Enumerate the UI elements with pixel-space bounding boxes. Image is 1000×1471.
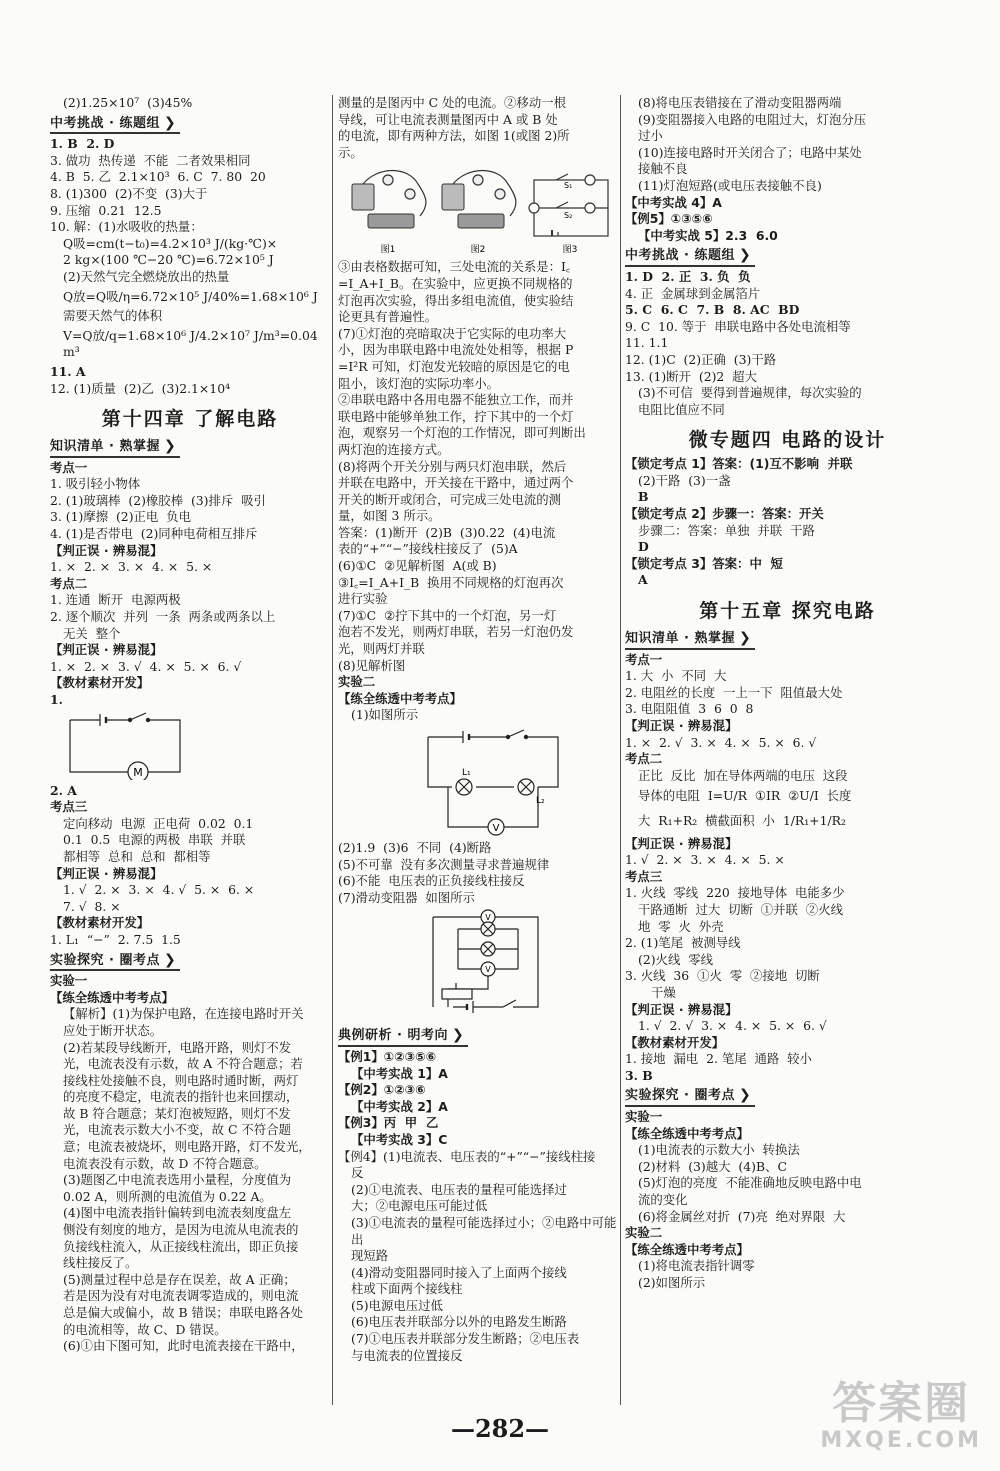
- text-line: 1. √ 2. × 3. × 4. √ 5. × 6. ×: [63, 882, 255, 898]
- text-line: 负接线柱流入，从正接线柱流出，即正负接: [63, 1238, 299, 1254]
- text-line: 侧没有刻度的地方，是因为电流从电流表的: [63, 1222, 299, 1238]
- text-line: 实验二: [625, 1225, 663, 1241]
- text-line: 光，则两灯并联: [338, 641, 425, 657]
- text-line: 流的变化: [638, 1192, 688, 1208]
- text-line: 考点三: [50, 799, 88, 815]
- column-divider: [332, 95, 333, 1405]
- subsection-label: 【判正误 · 辨易混】: [625, 1001, 738, 1017]
- text-line: 7. √ 8. ×: [63, 898, 121, 914]
- text-line: (7)①灯泡的亮暗取决于它实际的电功率大: [338, 325, 567, 341]
- text-line: (3)①电流表的量程可能选择过小；②电路中可能出: [351, 1214, 617, 1247]
- text-line: 2. 逐个顺次 并列 一条 两条或两条以上: [50, 609, 276, 625]
- text-line: 电流表没有示数，故 D 不符合题意。: [63, 1155, 267, 1171]
- text-line: (1)将电流表指针调零: [638, 1258, 755, 1274]
- text-line: (2)干路 (3)一盏: [638, 472, 731, 488]
- text-line: 测量的是图丙中 C 处的电流。②移动一根: [338, 95, 566, 110]
- text-line: 的电流，即有两种方法，如图 1(或图 2)所: [338, 128, 570, 144]
- text-line: 【例4】(1)电流表、电压表的“+”“−”接线柱接: [338, 1148, 596, 1164]
- text-line: 【中考实战 1】A: [351, 1065, 448, 1081]
- voltmeter-label: V: [492, 823, 500, 834]
- subsection-label: 【判正误 · 辨易混】: [50, 865, 163, 881]
- text-line: =I²R 可知，灯泡发光较暗的原因是它的电: [338, 358, 570, 374]
- text-line: 1. √ 2. × 3. × 4. × 5. ×: [625, 852, 785, 868]
- lamp-l1-label: L₁: [462, 768, 471, 778]
- text-line: 总是偏大或偏小，故 B 错误；串联电路各处: [63, 1305, 304, 1320]
- text-line: (7)①C ②拧下其中的一个灯泡，另一灯: [338, 607, 557, 623]
- column-3: [625, 95, 950, 1292]
- text-line: (8)将两个开关分别与两只灯泡串联，然后: [338, 458, 567, 474]
- formula-line: Q放=Q吸/η=6.72×10⁵ J/40%=1.68×10⁶ J: [63, 288, 318, 304]
- subsection-label: 【判正误 · 辨易混】: [625, 835, 738, 851]
- text-line: (4)图中电流表指针偏转到电流表刻度盘左: [63, 1205, 292, 1221]
- text-line: 大；②电源电压可能过低: [351, 1198, 488, 1214]
- text-line: 1. 大 小 不同 大: [625, 668, 727, 684]
- text-line: 3. (1)摩擦 (2)正电 负电: [50, 509, 191, 525]
- text-line: 2. (1)笔尾 被测导线: [625, 935, 741, 951]
- chevron-right-icon: ❯: [739, 1087, 752, 1104]
- text-line: (2)天然气完全燃烧放出的热量: [63, 268, 230, 284]
- chevron-right-icon: ❯: [164, 438, 177, 455]
- text-line: 小，因为串联电路中电流处处相等，根据 P: [338, 342, 574, 358]
- text-line: 论更具有普遍性。: [338, 309, 438, 325]
- text-line: 10. 解：(1)水吸收的热量：: [50, 219, 203, 235]
- experiment-photos-figure: [338, 164, 613, 256]
- chevron-right-icon: ❯: [739, 247, 752, 264]
- column-divider: [620, 95, 621, 1405]
- text-line: 应处于断开状态。: [63, 1022, 163, 1038]
- text-line: (2)若某段导线断开，电路开路，则灯不发: [63, 1039, 292, 1055]
- text-line: (7)滑动变阻器 如图所示: [338, 889, 475, 905]
- text-line: 1. 吸引轻小物体: [50, 476, 141, 492]
- text-line: (6)不能 电压表的正负接线柱接反: [338, 873, 525, 889]
- chevron-right-icon: ❯: [452, 1027, 465, 1044]
- text-line: 【锁定考点 1】答案：(1)互不影响 并联: [625, 456, 853, 472]
- text-line: (6)将金属丝对折 (7)亮 绝对界限 大: [638, 1208, 846, 1224]
- text-line: 【解析】(1)为保护电路，在连接电路时开关: [63, 1006, 304, 1022]
- text-line: 两灯泡的连接方式。: [338, 441, 450, 457]
- switch-s1-label: S₁: [564, 181, 573, 191]
- section-header: 知识清单 · 熟掌握 ❯: [50, 438, 180, 458]
- page-number: —282—: [450, 1414, 550, 1443]
- text-line: 5. C 6. C 7. B 8. AC BD: [625, 302, 800, 318]
- text-line: (8)见解析图: [338, 657, 406, 673]
- circuit-diagram-motor: [50, 712, 200, 780]
- text-line: 【中考实战 2】A: [351, 1098, 448, 1114]
- subsection-label: 【练全练透中考考点】: [625, 1125, 749, 1141]
- text-line: 3. 电阻阻值 3 6 0 8: [625, 701, 754, 717]
- text-line: (6)电压表并联部分以外的电路发生断路: [351, 1314, 567, 1330]
- text-line: 过小: [638, 128, 663, 144]
- column-1: [50, 95, 330, 1355]
- subsection-label: 【练全练透中考考点】: [625, 1241, 749, 1257]
- text-line: 3. 做功 热传递 不能 二者效果相同: [50, 152, 251, 168]
- text-line: 11. 1.1: [625, 335, 669, 351]
- text-line: 实验一: [50, 973, 88, 989]
- text-line: 灯泡再次实验，得出多组电流值，使实验结: [338, 292, 574, 308]
- subsection-label: 【练全练透中考考点】: [50, 989, 174, 1005]
- text-line: 表的“+”“−”接线柱接反了 (5)A: [338, 541, 518, 557]
- text-line: 【中考实战 5】2.3 6.0: [638, 227, 778, 243]
- text-line: (5)不可靠 没有多次测量寻求普遍规律: [338, 856, 550, 872]
- text-line: 8. (1)300 (2)不变 (3)大于: [50, 185, 208, 201]
- chevron-right-icon: ❯: [164, 951, 177, 968]
- text-line: 泡若不发光，则两灯串联，若另一灯泡仍发: [338, 624, 574, 640]
- text-line: 1. B 2. D: [50, 136, 115, 152]
- text-line: 11. A: [50, 363, 86, 379]
- text-line: 1. × 2. × 3. √ 4. × 5. × 6. √: [50, 658, 242, 674]
- section-header: 实验探究 · 圈考点 ❯: [50, 952, 180, 972]
- section-header: 实验探究 · 圈考点 ❯: [625, 1087, 755, 1107]
- text-line: 1. × 2. × 3. × 4. × 5. ×: [50, 559, 213, 575]
- text-line: 定向移动 电源 正电荷 0.02 0.1: [63, 815, 254, 831]
- text-line: (5)电源电压过低: [351, 1297, 443, 1313]
- chapter-title: 第十四章 了解电路: [101, 408, 279, 431]
- text-line: 1.: [50, 692, 63, 707]
- text-line: 步骤二：答案：单独 并联 干路: [638, 522, 815, 538]
- text-line: 4. 正 金属球到金属箔片: [625, 285, 761, 301]
- text-line: D: [638, 539, 649, 555]
- text-line: (1)如图所示: [351, 707, 419, 723]
- text-line: ③I꜀=I_A+I_B 换用不同规格的灯泡再次: [338, 574, 564, 590]
- text-line: 【例5】①③⑤⑥: [625, 211, 713, 227]
- text-line: 无关 整个: [63, 625, 121, 641]
- page-content: [50, 95, 950, 1405]
- voltmeter-label: V: [485, 965, 491, 975]
- text-line: (7)①电压表并联部分发生断路；②电压表: [351, 1331, 580, 1347]
- text-line: 与电流表的位置接反: [351, 1347, 463, 1363]
- text-line: 【中考实战 3】C: [351, 1131, 448, 1147]
- text-line: 【例3】丙 甲 乙: [338, 1115, 439, 1131]
- text-line: (10)连接电路时开关闭合了；电路中某处: [638, 144, 862, 160]
- figure-caption: 图2: [470, 245, 486, 256]
- text-line: (2)①电流表、电压表的量程可能选择过: [351, 1181, 567, 1197]
- chevron-right-icon: ❯: [164, 114, 177, 131]
- text-line: 的电流相等，故 C、D 错误。: [63, 1321, 227, 1337]
- motor-label: M: [133, 765, 143, 779]
- text-line: 泡，观察另一个灯泡的工作情况，即可判断出: [338, 425, 586, 441]
- text-line: 0.1 0.5 电源的两极 串联 并联: [63, 832, 246, 848]
- text-line: ②串联电路中各用电器不能独立工作，而并: [338, 392, 574, 408]
- text-line: 考点一: [50, 459, 88, 475]
- text-line: 线柱接反了。: [63, 1255, 138, 1271]
- special-topic-title: 微专题四 电路的设计: [688, 429, 887, 452]
- text-line: 柱或下面两个接线柱: [351, 1281, 463, 1297]
- text-line: 示。: [338, 144, 363, 160]
- chapter-title: 第十五章 探究电路: [699, 600, 876, 623]
- text-line: 0.02 A，则所测的电流值为 0.22 A。: [63, 1188, 272, 1204]
- text-line: ③由表格数据可知，三处电流的关系是：I꜀: [338, 259, 571, 275]
- text-line: (2)如图所示: [638, 1275, 706, 1290]
- formula-line: Q吸=cm(t−t₀)=4.2×10³ J/(kg·℃)×: [63, 235, 278, 251]
- watermark-url: MXQE.COM: [820, 1428, 982, 1453]
- text-line: 【例1】①②③⑤⑥: [338, 1048, 437, 1064]
- text-line: 联电路中能够单独工作，拧下其中的一个灯: [338, 408, 574, 424]
- text-line: 12. (1)质量 (2)乙 (3)2.1×10⁴: [50, 380, 231, 396]
- text-line: 接线柱处接触不良，则电路时通时断，两灯: [63, 1072, 299, 1088]
- subsection-label: 【教材素材开发】: [625, 1034, 725, 1050]
- text-line: (4)滑动变阻器同时接入了上面两个接线: [351, 1264, 567, 1280]
- text-line: 考点一: [625, 651, 663, 667]
- text-line: 1. 连通 断开 电源两极: [50, 592, 181, 608]
- text-line: (8)将电压表错接在了滑动变阻器两端: [638, 95, 842, 110]
- text-line: 1. × 2. √ 3. × 4. × 5. × 6. √: [625, 734, 817, 750]
- section-header: 知识清单 · 熟掌握 ❯: [625, 630, 755, 650]
- text-line: (2)火线 零线: [638, 951, 713, 967]
- text-line: (9)变阻器接入电路的电阻过大，灯泡分压: [638, 111, 867, 127]
- text-line: 光，电流表没有示数，故 A 不符合题意；若: [63, 1056, 303, 1072]
- text-line: 3. B: [625, 1067, 653, 1083]
- text-line: 阻小，该灯泡的实际功率小。: [338, 375, 500, 391]
- text-line: 4. (1)是否带电 (2)同种电荷相互排斥: [50, 526, 258, 542]
- subsection-label: 【教材素材开发】: [50, 675, 150, 691]
- text-line: 【锁定考点 2】步骤一：答案：开关: [625, 506, 824, 522]
- text-line: (5)灯泡的亮度 不能准确地反映电路中电: [638, 1175, 862, 1191]
- watermark-text: 答案圈: [832, 1378, 971, 1429]
- text-line: 开关的断开或闭合，可完成三处电流的测: [338, 491, 562, 507]
- subsection-label: 【判正误 · 辨易混】: [50, 642, 163, 658]
- text-line: 需要天然气的体积: [63, 308, 163, 324]
- switch-s2-label: S₂: [564, 211, 573, 221]
- subsection-label: 【教材素材开发】: [50, 915, 150, 931]
- text-line: 都相等 总和 总和 都相等: [63, 848, 211, 864]
- text-line: 考点二: [50, 575, 88, 591]
- text-line: 考点三: [625, 868, 663, 884]
- figure-caption: 图1: [380, 245, 396, 256]
- circuit-diagram-rheostat: [338, 909, 613, 1021]
- text-line: 若是因为没有对电流表调零造成的，则电流: [63, 1288, 299, 1304]
- text-line: B: [638, 489, 649, 505]
- text-line: 1. 火线 零线 220 接地导体 电能多少: [625, 885, 845, 901]
- text-line: 3. 火线 36 ①火 零 ②接地 切断: [625, 968, 820, 984]
- text-line: (3)不可信 要得到普遍规律，每次实验的: [638, 385, 862, 401]
- text-line: (11)灯泡短路(或电压表接触不良): [638, 177, 822, 193]
- text-line: 并联在电路中，开关接在干路中，通过两个: [338, 475, 574, 491]
- formula-line: V=Q放/q=1.68×10⁶ J/4.2×10⁷ J/m³=0.04 m³: [63, 327, 322, 360]
- subsection-label: 【练全练透中考考点】: [338, 690, 462, 706]
- text-line: 【锁定考点 3】答案：中 短: [625, 555, 783, 571]
- text-line: 干路通断 过大 切断 ①并联 ②火线: [638, 901, 843, 917]
- text-line: 进行实验: [338, 591, 388, 607]
- formula-line: 大 R₁+R₂ 横截面积 小 1/R₁+1/R₂: [638, 812, 846, 828]
- text-line: (1)电流表的示数大小 转换法: [638, 1142, 800, 1158]
- text-line: (3)题图乙中电流表选用小量程，分度值为: [63, 1172, 292, 1188]
- text-line: 答案：(1)断开 (2)B (3)0.22 (4)电流: [338, 524, 556, 540]
- text-line: 12. (1)C (2)正确 (3)干路: [625, 351, 777, 367]
- text-line: (6)①由下图可知，此时电流表接在干路中，: [63, 1338, 304, 1354]
- circuit-diagram-series-voltmeter: [338, 727, 613, 837]
- text-line: 1. √ 2. √ 3. × 4. × 5. × 6. √: [638, 1018, 827, 1034]
- section-header: 典例研析 · 明考向 ❯: [338, 1027, 468, 1047]
- text-line: 4. B 5. 乙 2.1×10³ 6. C 7. 80 20: [50, 169, 266, 185]
- text-line: 1. L₁ “−” 2. 7.5 1.5: [50, 931, 181, 947]
- text-line: 光，电流表示数大小不变，故 C 不符合题: [63, 1122, 291, 1138]
- text-line: A: [638, 572, 648, 588]
- watermark-logo: [820, 1380, 982, 1453]
- column-2: [338, 95, 618, 1364]
- text-line: 9. C 10. 等于 串联电路中各处电流相等: [625, 318, 851, 334]
- section-header: 中考挑战 · 练题组 ❯: [50, 115, 180, 135]
- text-line: =I_A+I_B。在实验中，应更换不同规格的: [338, 275, 573, 291]
- text-line: 实验二: [338, 674, 376, 690]
- text-line: 【中考实战 4】A: [625, 194, 722, 210]
- text-line: 故 B 符合题意；某灯泡被短路，则灯不发: [63, 1105, 291, 1121]
- text-line: 量，如图 3 所示。: [338, 508, 441, 524]
- text-line: 现短路: [351, 1248, 389, 1264]
- text-line: 电阻比值应不同: [638, 401, 725, 417]
- text-line: 1. D 2. 正 3. 负 负: [625, 268, 751, 284]
- formula-line: 导体的电阻 I=U/R ①IR ②U/I 长度: [638, 788, 852, 804]
- text-line: (5)测量过程中总是存在误差，故 A 正确；: [63, 1271, 296, 1287]
- formula-line: 2 kg×(100 ℃−20 ℃)=6.72×10⁵ J: [63, 252, 274, 268]
- text-line: 导线，可让电流表测量图丙中 A 或 B 处: [338, 111, 558, 127]
- text-line: (6)①C ②见解析图 A(或 B): [338, 558, 497, 574]
- text-line: 意；电流表被烧坏，则电路开路，灯不发光，: [63, 1139, 311, 1155]
- figure-caption: 图3: [562, 245, 578, 256]
- text-line: 2. 电阻丝的长度 一上一下 阻值最大处: [625, 684, 843, 700]
- text-line: 考点二: [625, 751, 663, 767]
- lamp-l2-label: L₂: [536, 796, 545, 806]
- text-line: 反: [351, 1165, 364, 1181]
- voltmeter-label: V: [485, 913, 491, 923]
- section-header: 中考挑战 · 练题组 ❯: [625, 247, 755, 267]
- text-line: (2)1.25×10⁷ (3)45%: [63, 95, 193, 110]
- text-line: 的亮度不稳定，电流表的指针也来回摆动，: [63, 1089, 299, 1105]
- subsection-label: 【判正误 · 辨易混】: [625, 718, 738, 733]
- text-line: 实验一: [625, 1109, 663, 1125]
- text-line: 2. A: [50, 782, 77, 798]
- text-line: 2. (1)玻璃棒 (2)橡胶棒 (3)排斥 吸引: [50, 492, 266, 508]
- text-line: (2)1.9 (3)6 不同 (4)断路: [338, 840, 492, 855]
- chevron-right-icon: ❯: [739, 630, 752, 647]
- text-line: 9. 压缩 0.21 12.5: [50, 202, 162, 218]
- subsection-label: 【判正误 · 辨易混】: [50, 542, 163, 558]
- text-line: 接触不良: [638, 161, 688, 177]
- text-line: 地 零 火 外壳: [638, 918, 724, 934]
- text-line: 【例2】①②③⑥: [338, 1082, 426, 1098]
- text-line: 13. (1)断开 (2)2 超大: [625, 368, 757, 384]
- text-line: 1. 接地 漏电 2. 笔尾 通路 较小: [625, 1051, 812, 1067]
- text-line: 正比 反比 加在导体两端的电压 这段: [638, 767, 848, 783]
- text-line: (2)材料 (3)越大 (4)B、C: [638, 1158, 787, 1174]
- text-line: 干燥: [651, 984, 676, 1000]
